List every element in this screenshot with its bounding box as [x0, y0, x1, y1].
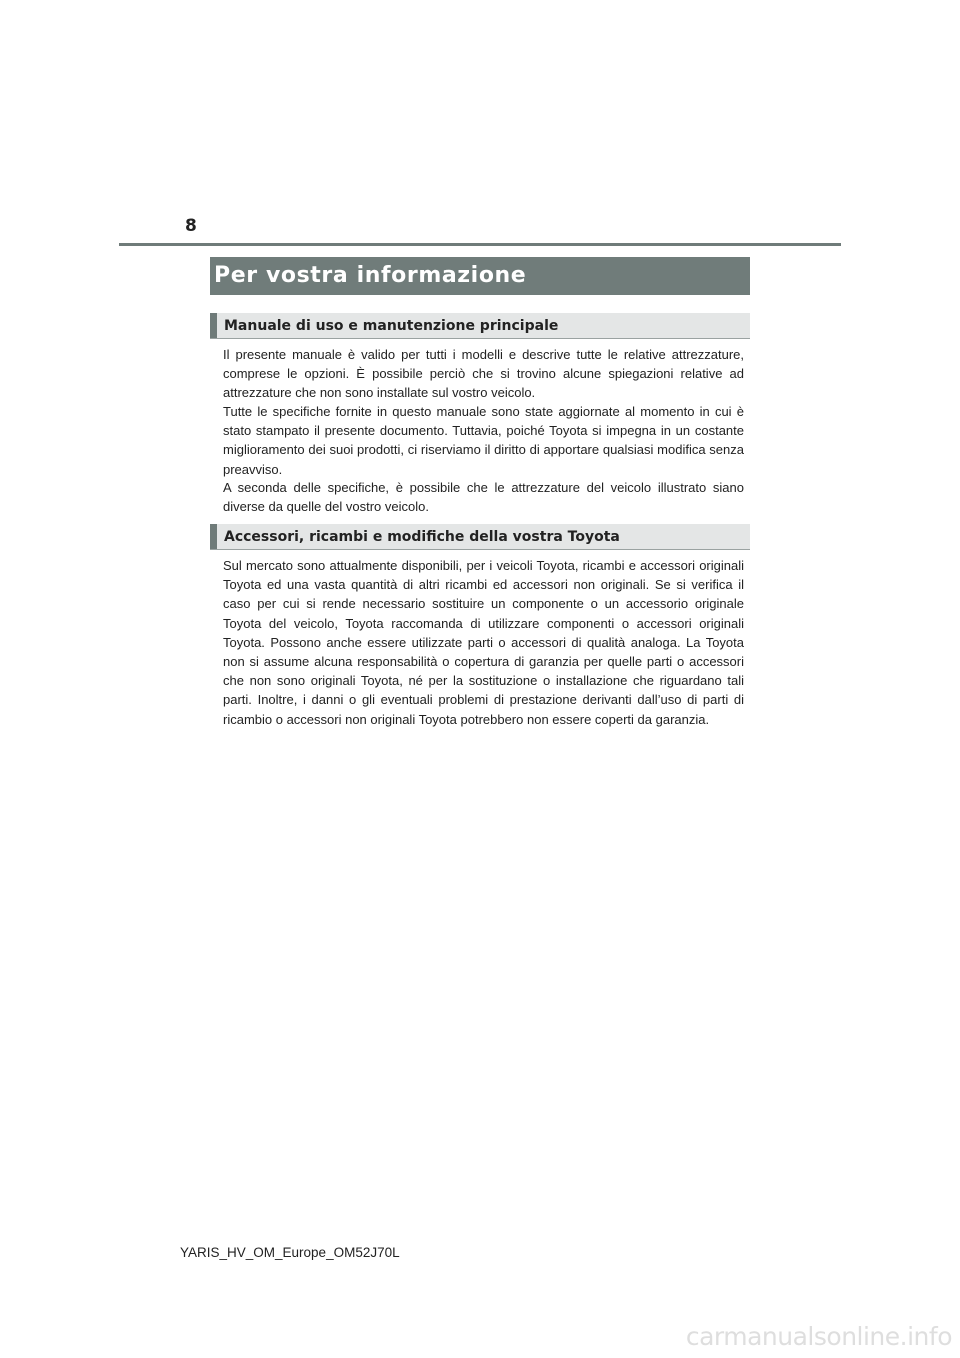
document-code: YARIS_HV_OM_Europe_OM52J70L	[180, 1245, 400, 1260]
section-heading-manuale	[210, 313, 750, 339]
paragraph: Il presente manuale è valido per tutti i modelli e descrive tutte le relative attrezzature, comprese le opzioni. È possibile perciò che si trovino alcune spiegazioni relative ad attrezzature che non sono installate sul vostro veicolo.	[223, 347, 744, 401]
section-heading-label: Manuale di uso e manutenzione principale	[224, 318, 559, 334]
paragraph: A seconda delle specifiche, è possibile che le attrezzature del veicolo illustrato siano diverse da quelle del vostro veicolo.	[223, 480, 744, 515]
page-title: Per vostra informazione	[214, 263, 527, 288]
watermark: carmanualsonline.info	[685, 1322, 952, 1351]
section-accent	[210, 524, 217, 549]
section-heading-accessori	[210, 524, 750, 550]
paragraph: Tutte le specifiche fornite in questo manuale sono state aggiornate al momento in cui è stato stampato il presente documento. Tuttavia, poiché Toyota si impegna in un costante miglioramento dei suoi prodotti, ci riserviamo il diritto di apportare qualsiasi modifica senza preavviso.	[223, 404, 744, 477]
page-number: 8	[185, 216, 197, 236]
paragraph: Sul mercato sono attualmente disponibili, per i veicoli Toyota, ricambi e accessori originali Toyota ed una vasta quantità di altri ricambi ed accessori non originali. Se si verifica il caso per cui si rende necessario sostituire un componente o un accessorio originale Toyota del veicolo, Toyota raccomanda di utilizzare componenti o accessori originali Toyota. Possono anche essere utilizzate parti o accessori di qualità analoga. La Toyota non si assume alcuna responsabilità o copertura di garanzia per quelle parti o accessori che non sono originali Toyota, né per la sostituzione o installazione che riguardano tali parti. Inoltre, i danni o gli eventuali problemi di prestazione derivanti dall’uso di parti di ricambio o accessori non originali Toyota potrebbero non essere coperti da garanzia.	[223, 558, 744, 727]
section-heading-label: Accessori, ricambi e modifiche della vostra Toyota	[224, 529, 620, 545]
section-accent	[210, 313, 217, 338]
header-divider	[119, 243, 841, 246]
page-title-bar	[210, 257, 750, 295]
